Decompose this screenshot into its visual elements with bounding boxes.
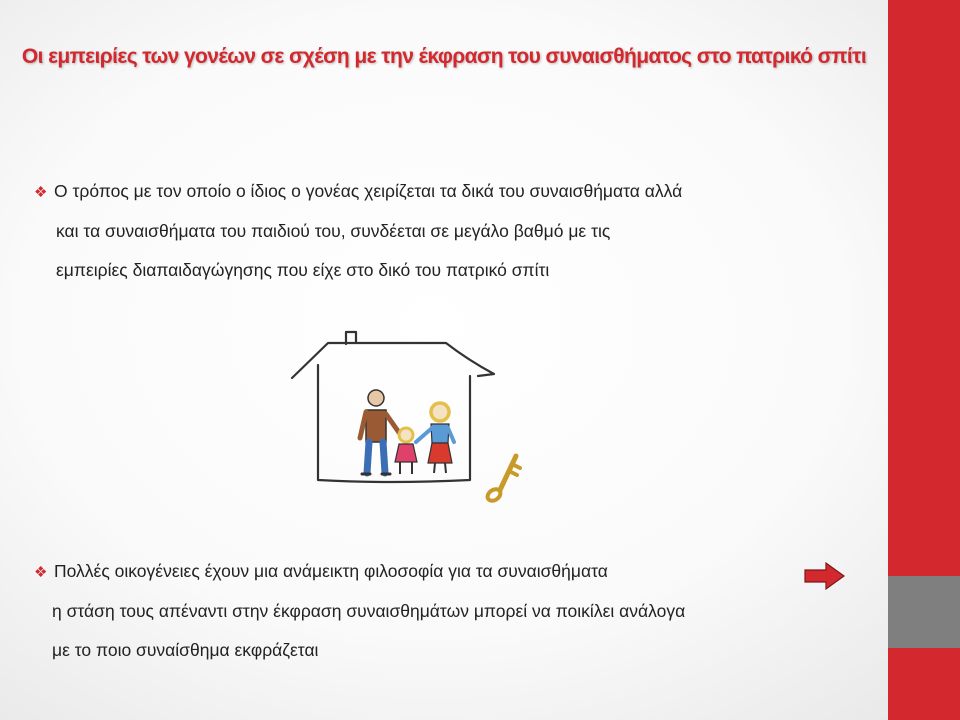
slide-title: Οι εμπειρίες των γονέων σε σχέση με την έκφραση του συναισθήματος στο πατρικό σπίτι bbox=[21, 45, 867, 68]
bullet1-line1: Ο τρόπος με τον οποίο ο ίδιος ο γονέας χειρίζεται τα δικά του συναισθήματα αλλά bbox=[54, 181, 683, 201]
bullet1-line2: και τα συναισθήματα του παιδιού του, συνδέεται σε μεγάλο βαθμό με τις bbox=[56, 221, 611, 241]
bullet-parent-experiences bbox=[34, 172, 884, 290]
bullet1-line3: εμπειρίες διαπαιδαγώγησης που είχε στο δικό του πατρικό σπίτι bbox=[56, 260, 550, 280]
bullet2-line1: Πολλές οικογένειες έχουν μια ανάμεικτη φιλοσοφία για τα συναισθήματα bbox=[54, 561, 608, 581]
right-arrow-icon bbox=[804, 561, 846, 591]
diamond-bullet-icon: ❖ bbox=[34, 184, 48, 201]
sidebar-gray-block bbox=[888, 576, 960, 648]
child-figure bbox=[395, 428, 417, 474]
bullet-mixed-philosophy bbox=[34, 552, 884, 670]
man-figure bbox=[360, 390, 400, 474]
diamond-bullet-icon: ❖ bbox=[34, 564, 48, 581]
woman-figure bbox=[416, 403, 454, 473]
key-icon bbox=[485, 456, 520, 503]
family-house-illustration bbox=[288, 330, 538, 510]
bullet2-line2: η στάση τους απέναντι στην έκφραση συναισθημάτων μπορεί να ποικίλει ανάλογα bbox=[52, 601, 686, 621]
bullet2-line3: με το ποιο συναίσθημα εκφράζεται bbox=[52, 640, 319, 660]
